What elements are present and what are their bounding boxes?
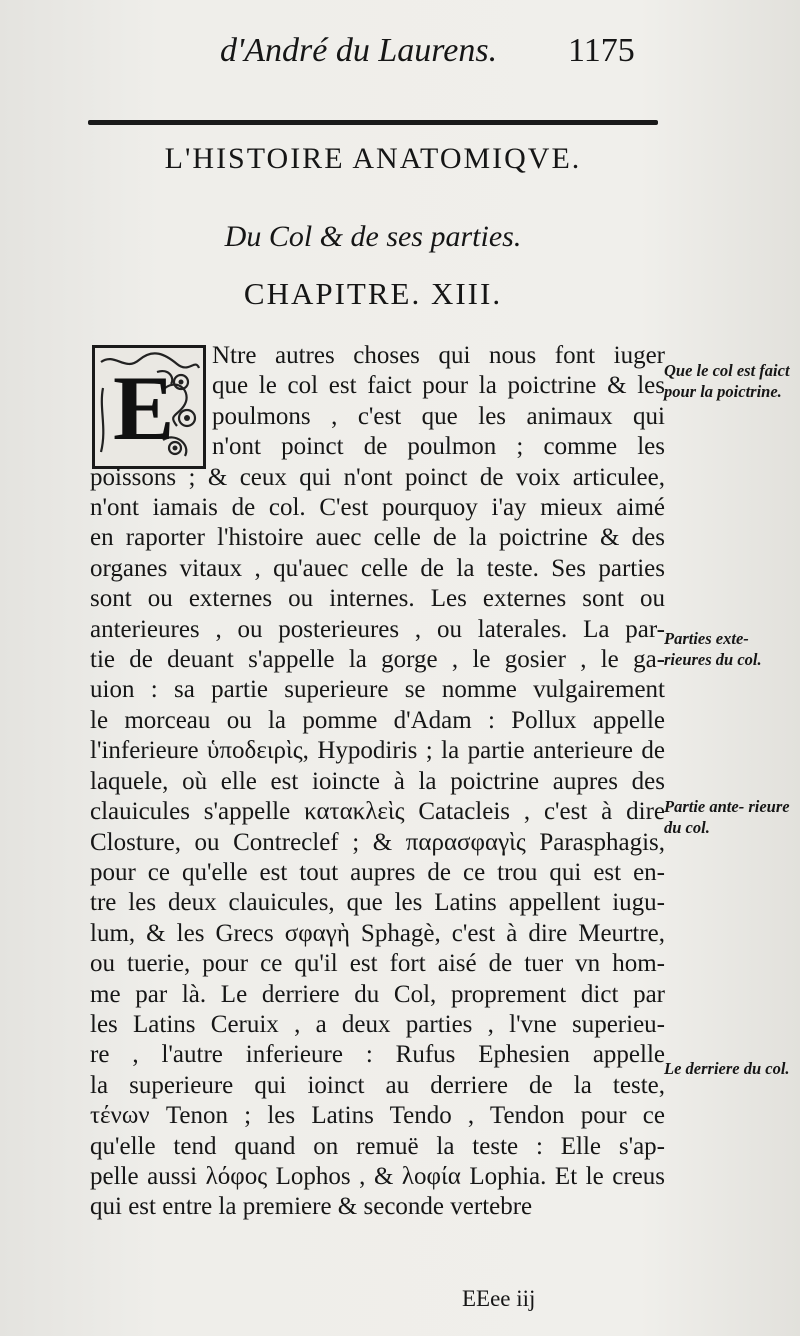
body-text <box>90 341 665 1223</box>
text-line: poissons ; & ceux qui n'ont poinct de voix articulee, <box>90 463 665 491</box>
text-line: anterieures , ou posterieures , ou laterales. La par- <box>90 615 665 643</box>
marginal-note: Que le col est faict pour la poictrine. <box>664 361 790 401</box>
text-line: n'ont iamais de col. C'est pourquoy i'ay mieux aimé <box>90 494 665 522</box>
text-line: uion : sa partie superieure se nomme vulgairement <box>90 676 665 704</box>
header-rule <box>88 120 658 125</box>
text-line: n'ont poinct de poulmon ; comme les <box>212 433 665 461</box>
text-line: que le col est faict pour la poictrine & les <box>212 372 665 400</box>
running-title: d'André du Laurens. <box>220 32 498 69</box>
text-line: Ntre autres choses qui nous font iuger <box>212 342 665 369</box>
text-line: ou tuerie, pour ce qu'il est fort aisé de tuer vn hom- <box>90 950 665 978</box>
text-line: Closture, ou Contreclef ; & παρασφαγὶς Parasphagis, <box>90 828 665 856</box>
text-line: re , l'autre inferieure : Rufus Ephesien appelle <box>90 1041 665 1069</box>
chapter-heading: CHAPITRE. XIII. <box>243 276 503 311</box>
drop-cap-letter: E <box>113 357 175 459</box>
text-line: tie de deuant s'appelle la gorge , le gosier , le ga- <box>90 646 665 674</box>
text-line: le morceau ou la pomme d'Adam : Pollux appelle <box>90 706 665 734</box>
text-line: laquele, où elle est ioincte à la poictrine aupres des <box>90 767 665 795</box>
text-line: en raporter l'histoire auec celle de la poictrine & des <box>90 524 665 552</box>
marginal-note: Parties exte- rieures du col. <box>664 629 762 669</box>
chapter-subject: Du Col & de ses parties. <box>224 220 522 253</box>
marginal-note: Le derriere du col. <box>664 1059 790 1078</box>
text-line: organes vitaux , qu'auec celle de la teste. Ses parties <box>90 554 665 582</box>
text-line: l'inferieure ὑποδειρὶς, Hypodiris ; la partie anterieure de <box>90 737 665 765</box>
text-line: qu'elle tend quand on remuë la teste : Elle s'ap- <box>90 1132 665 1160</box>
text-line: tre les deux clauicules, que les Latins appellent iugu- <box>90 889 665 917</box>
text-line: poulmons , c'est que les animaux qui <box>212 402 665 430</box>
page-number: 1175 <box>568 32 635 69</box>
text-line: sont ou externes ou internes. Les externes sont ou <box>90 585 665 613</box>
signature-mark: EEee iij <box>462 1286 536 1311</box>
text-line: pour ce qu'elle est tout aupres de ce trou qui est en- <box>90 858 665 886</box>
text-line: les Latins Ceruix , a deux parties , l'vne superieu- <box>90 1010 665 1038</box>
text-line: me par là. Le derriere du Col, proprement dict par <box>90 980 665 1008</box>
text-line: clauicules s'appelle κατακλεὶς Catacleis , c'est à dire <box>90 798 665 826</box>
work-title: L'HISTOIRE ANATOMIQVE. <box>164 142 582 175</box>
text-line: τένων Tenon ; les Latins Tendo , Tendon pour ce <box>90 1102 665 1130</box>
marginal-note: Partie ante- rieure du col. <box>664 797 790 837</box>
text-line: la superieure qui ioinct au derriere de la teste, <box>90 1071 665 1099</box>
text-line: lum, & les Grecs σφαγὴ Sphagè, c'est à dire Meurtre, <box>90 919 665 947</box>
text-line: qui est entre la premiere & seconde vertebre <box>90 1193 533 1221</box>
text-line: pelle aussi λόφος Lophos , & λοφία Lophia. Et le creus <box>90 1162 665 1190</box>
